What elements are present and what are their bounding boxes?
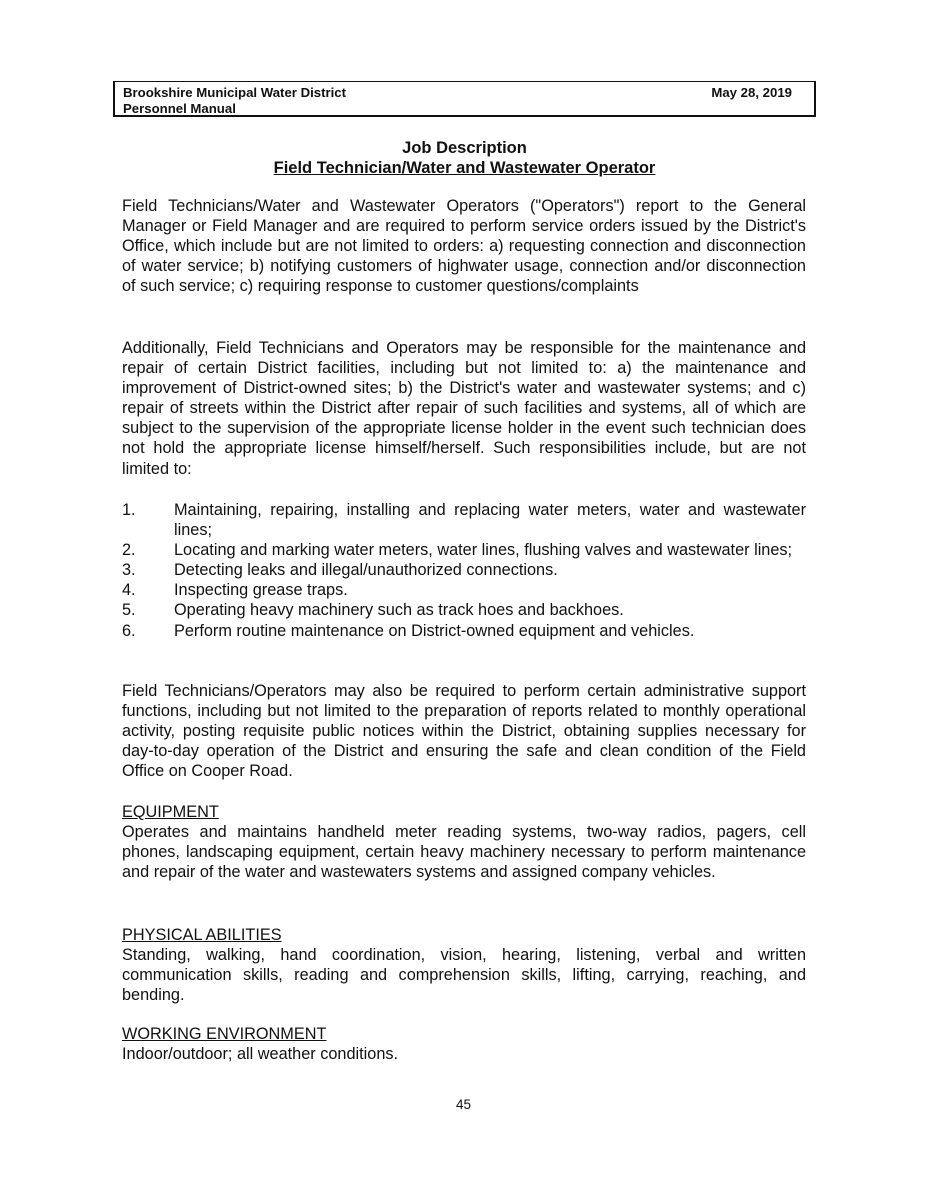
equipment-heading: EQUIPMENT bbox=[122, 803, 219, 821]
title-heading: Job Description bbox=[402, 139, 527, 157]
list-item-text: Perform routine maintenance on District-owned equipment and vehicles. bbox=[174, 621, 695, 640]
organization-name: Brookshire Municipal Water District bbox=[123, 85, 347, 100]
header-left bbox=[123, 85, 346, 117]
manual-name: Personnel Manual bbox=[123, 101, 236, 116]
header-date: May 28, 2019 bbox=[711, 85, 792, 100]
additional-paragraph: Additionally, Field Technicians and Operators may be responsible for the maintenance and repair of certain District facilities, including but not limited to: a) the maintenance and improvement of District-owned sites; b) the District's water and wastewater systems; and c) repair of streets within the District after repair of such facilities and systems, all of which are subject to the supervision of the appropriate license holder in the event such technician does not hold the appropriate license himself/herself. Such responsibilities include, but are not limited to: bbox=[122, 339, 806, 478]
list-item-text: Operating heavy machinery such as track hoes and backhoes. bbox=[174, 601, 624, 620]
responsibilities-list bbox=[122, 500, 806, 641]
list-item bbox=[122, 560, 806, 580]
equipment-text: Operates and maintains handheld meter reading systems, two-way radios, pagers, cell phones, landscaping equipment, certain heavy machinery necessary to perform maintenance and repair of the water and wastewaters systems and assigned company vehicles. bbox=[122, 823, 806, 882]
physical-abilities-section bbox=[122, 925, 806, 1005]
list-item bbox=[122, 580, 806, 600]
list-item-number: 1. bbox=[122, 501, 136, 519]
list-item-text: Detecting leaks and illegal/unauthorized connections. bbox=[174, 561, 558, 580]
list-item-number: 2. bbox=[122, 541, 136, 560]
working-environment-text: Indoor/outdoor; all weather conditions. bbox=[122, 1045, 399, 1064]
intro-paragraph: Field Technicians/Water and Wastewater Operators ("Operators") report to the General Manager or Field Manager and are required to perform service orders issued by the District's Office, which include but are not limited to orders: a) requesting connection and disconnection of water service; b) notifying customers of highwater usage, connection and/or disconnection of such service; c) requiring response to customer questions/complaints bbox=[122, 197, 806, 296]
title-subtitle: Field Technician/Water and Wastewater Operator bbox=[273, 159, 656, 177]
list-item-number: 5. bbox=[122, 601, 136, 620]
list-item-text: Maintaining, repairing, installing and replacing water meters, water and wastewater lines; bbox=[174, 501, 806, 540]
list-item bbox=[122, 500, 806, 540]
list-item-number: 4. bbox=[122, 581, 136, 600]
working-environment-heading: WORKING ENVIRONMENT bbox=[122, 1025, 327, 1043]
list-item bbox=[122, 621, 806, 641]
list-item bbox=[122, 600, 806, 620]
list-item-text: Inspecting grease traps. bbox=[174, 581, 348, 600]
list-item-number: 6. bbox=[122, 621, 136, 640]
working-environment-section bbox=[122, 1024, 806, 1064]
document-title bbox=[113, 138, 816, 178]
administrative-paragraph: Field Technicians/Operators may also be required to perform certain administrative support functions, including but not limited to the preparation of reports related to monthly operational activity, posting requisite public notices within the District, obtaining supplies necessary for day-to-day operation of the District and ensuring the safe and clean condition of the Field Office on Cooper Road. bbox=[122, 682, 806, 781]
list-item bbox=[122, 540, 806, 560]
document-header bbox=[113, 81, 816, 117]
physical-abilities-heading: PHYSICAL ABILITIES bbox=[122, 926, 282, 944]
list-item-number: 3. bbox=[122, 561, 136, 580]
equipment-section bbox=[122, 802, 806, 882]
physical-abilities-text: Standing, walking, hand coordination, vision, hearing, listening, verbal and written communication skills, reading and comprehension skills, lifting, carrying, reaching, and bending. bbox=[122, 946, 806, 1005]
page-number: 45 bbox=[455, 1097, 472, 1112]
list-item-text: Locating and marking water meters, water lines, flushing valves and wastewater lines; bbox=[174, 541, 793, 560]
